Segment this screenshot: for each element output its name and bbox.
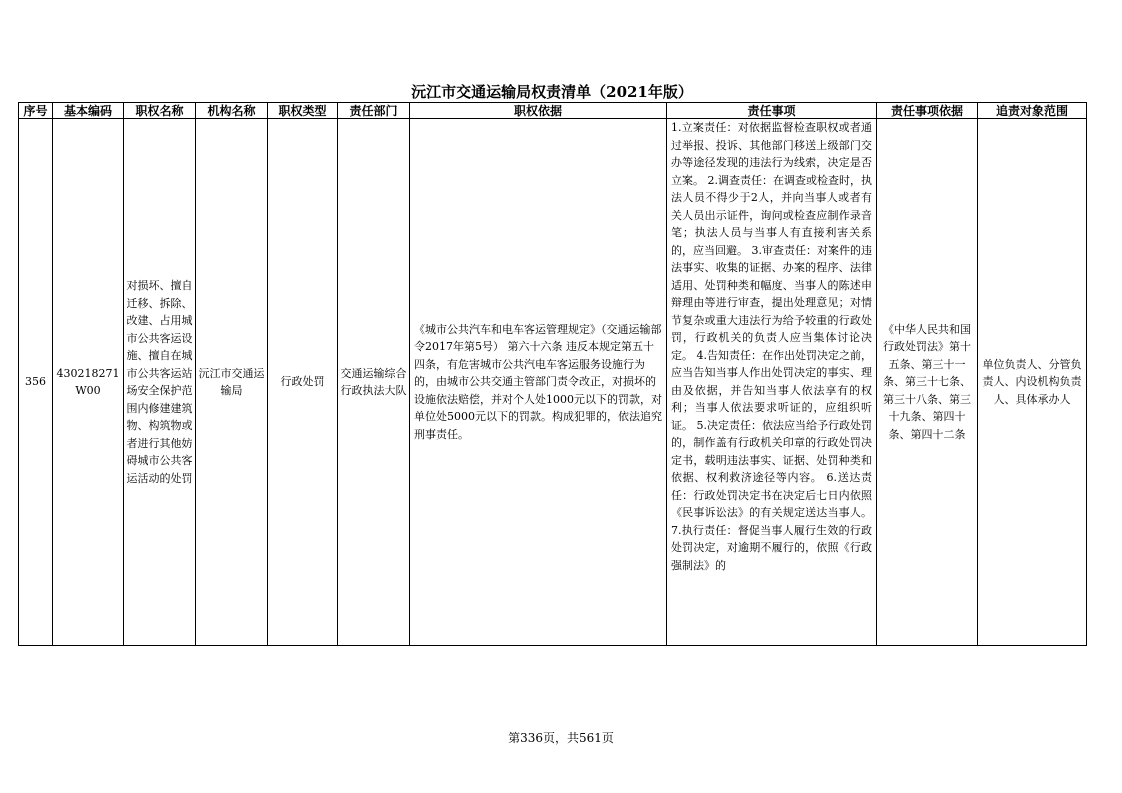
cell-org: 沅江市交通运输局 — [196, 119, 268, 646]
page-title: 沅江市交通运输局权责清单（2021年版） — [411, 83, 693, 101]
page-number: 第336页，共561页 — [508, 731, 614, 745]
cell-seq: 356 — [19, 119, 53, 646]
cell-dept: 交通运输综合行政执法大队 — [338, 119, 410, 646]
header-seq: 序号 — [19, 103, 53, 119]
table-row — [19, 119, 1087, 646]
cell-duty: 1.立案责任：对依据监督检查职权或者通过举报、投诉、其他部门移送上级部门交办等途径发现的违法行为线索，决定是否立案。 2.调查责任：在调查或检查时，执法人员不得少于2人，并向当事人或者有关人员出示证件，询问或检查应制作录音笔；执法人员与当事人有直接利害关系的，应当回避。 3.审查责任：对案件的违法事实、收集的证据、办案的程序、法律适用、处罚种类和幅度、当事人的陈述申辩理由等进行审查，提出处理意见；对情节复杂或重大违法行为给予较重的行政处罚，行政机关的负责人应当集体讨论决定。 4.告知责任：在作出处罚决定之前，应当告知当事人作出处罚决定的事实、理由及依据，并告知当事人依法享有的权利；当事人依法要求听证的，应组织听证。 5.决定责任：依法应当给予行政处罚的，制作盖有行政机关印章的行政处罚决定书，载明违法事实、证据、处罚种类和依据、权利救济途径等内容。 6.送达责任：行政处罚决定书在决定后七日内依照《民事诉讼法》的有关规定送达当事人。 7.执行责任：督促当事人履行生效的行政处罚决定，对逾期不履行的，依照《行政强制法》的 — [667, 119, 877, 646]
header-org: 机构名称 — [196, 103, 268, 119]
cell-name: 对损坏、擅自迁移、拆除、改建、占用城市公共客运设施、擅自在城市公共客运站场安全保护范围内修建建筑物、构筑物或者进行其他妨碍城市公共客运活动的处罚 — [124, 119, 196, 646]
cell-duty-basis: 《中华人民共和国行政处罚法》第十五条、第三十一条、第三十七条、第三十八条、第三十九条、第四十条、第四十二条 — [877, 119, 978, 646]
header-code: 基本编码 — [53, 103, 124, 119]
header-type: 职权类型 — [268, 103, 338, 119]
cell-basis: 《城市公共汽车和电车客运管理规定》（交通运输部令2017年第5号） 第六十六条 违反本规定第五十四条，有危害城市公共汽电车客运服务设施行为的，由城市公共交通主管部门责令改正，对损坏的设施依法赔偿，并对个人处1000元以下的罚款，对单位处5000元以下的罚款。构成犯罪的，依法追究刑事责任。 — [410, 119, 667, 646]
header-name: 职权名称 — [124, 103, 196, 119]
header-accountability: 追责对象范围 — [978, 103, 1087, 119]
header-dept: 责任部门 — [338, 103, 410, 119]
responsibility-table — [18, 102, 1087, 646]
header-duty: 责任事项 — [667, 103, 877, 119]
header-basis: 职权依据 — [410, 103, 667, 119]
cell-code: 430218271W00 — [53, 119, 124, 646]
cell-accountability: 单位负责人、分管负责人、内设机构负责人、具体承办人 — [978, 119, 1087, 646]
cell-type: 行政处罚 — [268, 119, 338, 646]
header-duty-basis: 责任事项依据 — [877, 103, 978, 119]
header-row — [19, 103, 1087, 119]
